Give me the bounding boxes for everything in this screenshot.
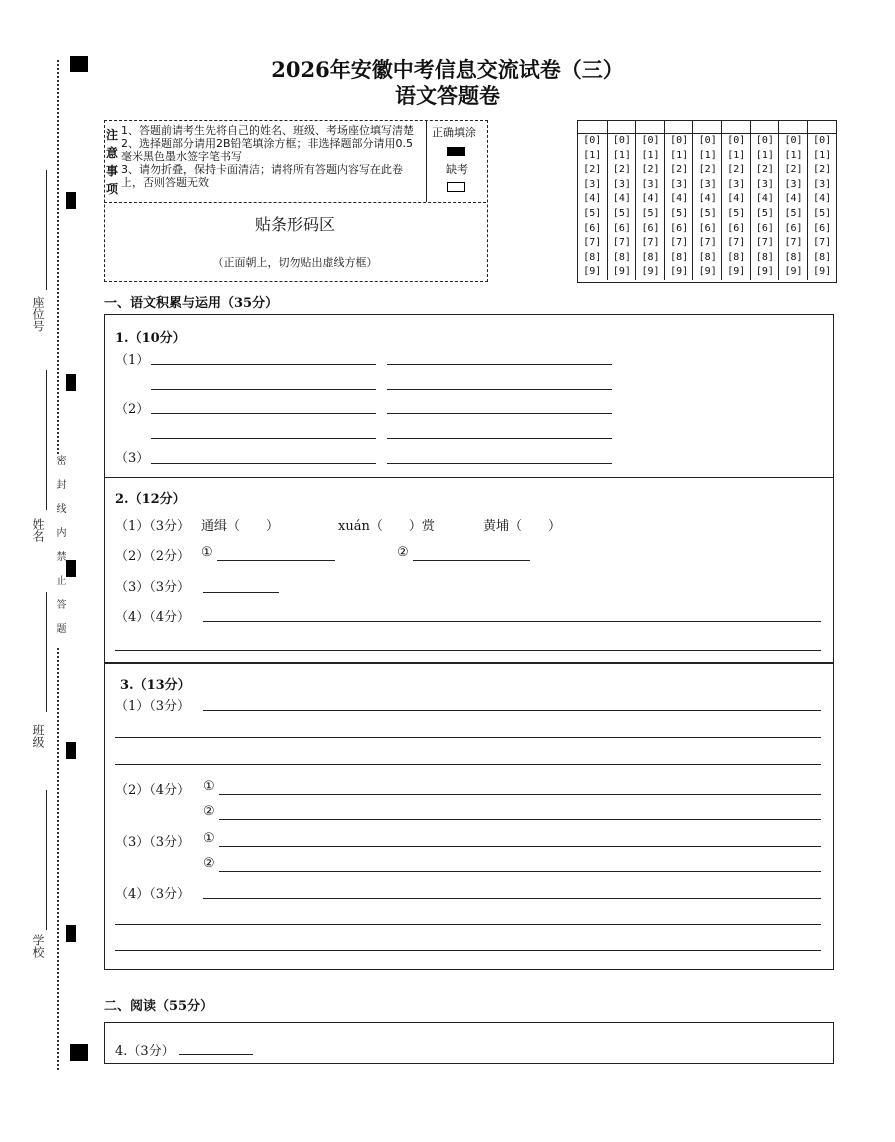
q3-p3-c1: ① <box>203 831 215 846</box>
absent-label: 缺考 <box>446 163 468 176</box>
id-digit-bubble[interactable]: [8] <box>612 251 631 263</box>
id-digit-bubble[interactable]: [3] <box>755 178 774 190</box>
id-digit-write-box[interactable] <box>693 121 722 134</box>
id-digit-bubble[interactable]: [2] <box>670 164 689 176</box>
id-digit-column <box>635 121 665 280</box>
id-digit-bubble[interactable]: [4] <box>698 193 717 205</box>
id-digit-bubble[interactable]: [5] <box>583 207 602 219</box>
id-digit-bubble[interactable]: [0] <box>755 135 774 146</box>
section1-title: 一、语文积累与运用（35分） <box>104 296 279 311</box>
answer-line[interactable] <box>413 560 530 561</box>
id-digit-bubble[interactable]: [0] <box>583 135 602 146</box>
name-line <box>46 370 47 510</box>
answer-line[interactable] <box>179 1054 253 1055</box>
id-digit-write-box[interactable] <box>779 121 808 134</box>
answer-line[interactable] <box>203 592 279 593</box>
id-digit-bubble[interactable]: [8] <box>813 251 832 263</box>
id-digit-bubble[interactable]: [6] <box>583 222 602 234</box>
id-digit-bubble[interactable]: [2] <box>784 164 803 176</box>
timing-mark <box>66 192 76 209</box>
answer-line[interactable] <box>387 438 612 439</box>
page-subtitle: 语文答题卷 <box>395 83 500 108</box>
answer-line[interactable] <box>219 846 821 847</box>
id-digit-bubble[interactable]: [7] <box>784 237 803 249</box>
notice-heading <box>106 126 120 198</box>
id-digit-bubble[interactable]: [2] <box>727 164 746 176</box>
q2-p2-label: （2）（2分） <box>115 549 191 564</box>
id-digit-bubble[interactable]: [4] <box>784 193 803 205</box>
id-digit-bubble[interactable]: [9] <box>612 266 631 278</box>
answer-line[interactable] <box>115 950 821 951</box>
q2-word2: xuán（ ）赏 <box>338 519 435 534</box>
id-digit-bubble[interactable]: [5] <box>813 207 832 219</box>
q4-label: 4.（3分） <box>115 1044 175 1059</box>
q1-part-label: （3） <box>115 451 150 466</box>
notice-heading-char: 项 <box>106 182 119 196</box>
page-title: 2026年安徽中考信息交流试卷（三） <box>271 57 624 82</box>
answer-line[interactable] <box>203 898 821 899</box>
q3-p2-label: （2）（4分） <box>115 783 191 798</box>
id-digit-write-box[interactable] <box>722 121 751 134</box>
id-digit-bubble[interactable]: [7] <box>755 237 774 249</box>
q2-p1-label: （1）（3分） <box>115 519 191 534</box>
id-digit-bubble[interactable]: [5] <box>612 207 631 219</box>
id-digit-bubble[interactable]: [2] <box>755 164 774 176</box>
class-label: 班级 <box>31 724 45 748</box>
id-digit-bubble[interactable]: [0] <box>813 135 832 146</box>
id-digit-bubble[interactable]: [6] <box>698 222 717 234</box>
id-digit-bubble[interactable]: [6] <box>784 222 803 234</box>
notice-text <box>121 124 421 189</box>
id-digit-column <box>692 121 722 280</box>
q2-box <box>104 477 834 663</box>
answer-line[interactable] <box>151 413 376 414</box>
id-digit-bubble[interactable]: [6] <box>727 222 746 234</box>
id-digit-bubble[interactable]: [7] <box>698 237 717 249</box>
id-digit-bubble[interactable]: [7] <box>583 237 602 249</box>
id-digit-write-box[interactable] <box>578 121 607 134</box>
id-digit-bubble[interactable]: [2] <box>583 164 602 176</box>
id-digit-bubble[interactable]: [8] <box>755 251 774 263</box>
notice-line: 1、答题前请考生先将自己的姓名、班级、考场座位填写清楚 <box>121 124 414 137</box>
q2-word3: 黄埔（ ） <box>483 519 562 534</box>
q2-p2-b: ② <box>397 545 409 560</box>
name-label: 姓名 <box>31 518 45 542</box>
id-digit-column <box>750 121 780 280</box>
id-digit-write-box[interactable] <box>608 121 637 134</box>
id-digit-bubble[interactable]: [9] <box>698 266 717 278</box>
id-digit-bubble[interactable]: [4] <box>641 193 660 205</box>
q2-p2-a: ① <box>201 545 213 560</box>
id-digit-column <box>778 121 808 280</box>
answer-line[interactable] <box>151 389 376 390</box>
id-digit-bubble[interactable]: [8] <box>641 251 660 263</box>
id-digit-write-box[interactable] <box>665 121 694 134</box>
timing-mark <box>66 374 76 391</box>
answer-line[interactable] <box>151 438 376 439</box>
id-digit-bubble[interactable]: [9] <box>583 266 602 278</box>
id-digit-bubble[interactable]: [7] <box>612 237 631 249</box>
notice-heading-char: 事 <box>106 164 119 178</box>
answer-line[interactable] <box>217 560 335 561</box>
answer-line[interactable] <box>387 463 612 464</box>
barcode-title: 贴条形码区 <box>254 215 335 234</box>
id-digit-bubble[interactable]: [3] <box>698 178 717 190</box>
answer-line[interactable] <box>203 710 821 711</box>
filled-box-icon <box>447 147 465 156</box>
q3-p2-c2: ② <box>203 804 215 819</box>
id-digit-bubble[interactable]: [3] <box>727 178 746 190</box>
q3-label: 3.（13分） <box>120 678 191 693</box>
id-digit-bubble[interactable]: [7] <box>813 237 832 249</box>
id-digit-bubble[interactable]: [7] <box>727 237 746 249</box>
seat-label: 座位号 <box>31 296 45 332</box>
q1-label: 1.（10分） <box>115 331 186 346</box>
answer-line[interactable] <box>151 364 376 365</box>
timing-mark <box>70 1044 88 1061</box>
id-digit-bubble[interactable]: [2] <box>813 164 832 176</box>
answer-line[interactable] <box>387 389 612 390</box>
id-digit-bubble[interactable]: [9] <box>784 266 803 278</box>
id-digit-bubble[interactable]: [5] <box>784 207 803 219</box>
id-digit-bubble[interactable]: [5] <box>641 207 660 219</box>
id-digit-bubble[interactable]: [1] <box>727 149 746 161</box>
school-label: 学校 <box>31 934 45 958</box>
id-digit-bubble[interactable]: [3] <box>670 178 689 190</box>
id-digit-bubble[interactable]: [3] <box>813 178 832 190</box>
id-digit-bubble[interactable]: [3] <box>583 178 602 190</box>
school-line <box>46 790 47 930</box>
q2-label: 2.（12分） <box>115 492 186 507</box>
id-digit-bubble[interactable]: [5] <box>727 207 746 219</box>
id-digit-bubble[interactable]: [8] <box>727 251 746 263</box>
q2-p4-label: （4）（4分） <box>115 610 191 625</box>
id-digit-bubble[interactable]: [6] <box>670 222 689 234</box>
id-digit-column <box>578 121 607 280</box>
id-digit-bubble[interactable]: [2] <box>612 164 631 176</box>
id-digit-bubble[interactable]: [6] <box>755 222 774 234</box>
id-digit-bubble[interactable]: [5] <box>755 207 774 219</box>
id-digit-bubble[interactable]: [3] <box>784 178 803 190</box>
notice-heading-char: 意 <box>106 146 119 160</box>
id-digit-bubble[interactable]: [1] <box>641 149 660 161</box>
id-digit-bubble[interactable]: [3] <box>612 178 631 190</box>
q2-word1: 通缉（ ） <box>201 519 280 534</box>
id-digit-bubble[interactable]: [8] <box>698 251 717 263</box>
answer-line[interactable] <box>151 463 376 464</box>
answer-line[interactable] <box>115 764 821 765</box>
id-digit-bubble[interactable]: [9] <box>670 266 689 278</box>
id-digit-column <box>607 121 637 280</box>
q1-part-label: （2） <box>115 402 150 417</box>
q4-box <box>104 1022 834 1064</box>
id-digit-bubble[interactable]: [2] <box>698 164 717 176</box>
timing-mark <box>66 560 76 577</box>
id-digit-bubble[interactable]: [8] <box>583 251 602 263</box>
fill-example-label: 正确填涂 <box>432 126 476 139</box>
answer-line[interactable] <box>115 924 821 925</box>
id-digit-bubble[interactable]: [4] <box>755 193 774 205</box>
seat-line <box>46 170 47 290</box>
id-digit-bubble[interactable]: [9] <box>641 266 660 278</box>
q1-box <box>104 314 834 478</box>
answer-line[interactable] <box>219 871 821 872</box>
section2-title: 二、阅读（55分） <box>104 999 214 1014</box>
barcode-note: （正面朝上，切勿贴出虚线方框） <box>212 256 378 269</box>
id-digit-bubble[interactable]: [5] <box>670 207 689 219</box>
id-digit-bubble[interactable]: [2] <box>641 164 660 176</box>
id-digit-write-box[interactable] <box>808 121 837 134</box>
q1-part-label: （1） <box>115 353 150 368</box>
id-digit-bubble[interactable]: [0] <box>784 135 803 146</box>
id-digit-bubble[interactable]: [9] <box>813 266 832 278</box>
id-digit-bubble[interactable]: [7] <box>641 237 660 249</box>
q2-p3-label: （3）（3分） <box>115 580 191 595</box>
timing-mark <box>66 742 76 759</box>
id-digit-bubble[interactable]: [1] <box>755 149 774 161</box>
class-line <box>46 592 47 712</box>
answer-line[interactable] <box>387 413 612 414</box>
answer-line[interactable] <box>115 650 821 651</box>
q3-p1-label: （1）（3分） <box>115 699 191 714</box>
notice-line: 2、选择题部分请用2B铅笔填涂方框；非选择题部分请用0.5毫米黑色墨水签字笔书写 <box>121 137 414 163</box>
id-digit-bubble[interactable]: [8] <box>670 251 689 263</box>
id-digit-bubble[interactable]: [0] <box>727 135 746 146</box>
id-digit-bubble[interactable]: [6] <box>813 222 832 234</box>
id-digit-bubble[interactable]: [0] <box>670 135 689 146</box>
id-digit-bubble[interactable]: [4] <box>727 193 746 205</box>
id-digit-bubble[interactable]: [1] <box>698 149 717 161</box>
id-digit-bubble[interactable]: [3] <box>641 178 660 190</box>
id-digit-bubble[interactable]: [0] <box>641 135 660 146</box>
q3-p3-label: （3）（3分） <box>115 835 191 850</box>
notice-heading-char: 注 <box>106 128 119 142</box>
notice-line: 3、请勿折叠，保持卡面清洁；请将所有答题内容写在此卷上，否则答题无效 <box>121 163 403 189</box>
answer-line[interactable] <box>387 364 612 365</box>
id-digit-bubble[interactable]: [8] <box>784 251 803 263</box>
id-digit-column <box>807 121 837 280</box>
id-digit-bubble[interactable]: [6] <box>641 222 660 234</box>
id-digit-bubble[interactable]: [0] <box>698 135 717 146</box>
id-digit-bubble[interactable]: [4] <box>612 193 631 205</box>
id-digit-bubble[interactable]: [7] <box>670 237 689 249</box>
id-digit-write-box[interactable] <box>636 121 665 134</box>
answer-line[interactable] <box>219 794 821 795</box>
id-digit-bubble[interactable]: [6] <box>612 222 631 234</box>
answer-line[interactable] <box>219 819 821 820</box>
id-digit-bubble[interactable]: [0] <box>612 135 631 146</box>
id-digit-bubble[interactable]: [4] <box>813 193 832 205</box>
id-digit-bubble[interactable]: [5] <box>698 207 717 219</box>
q3-p3-c2: ② <box>203 856 215 871</box>
id-digit-bubble[interactable]: [1] <box>583 149 602 161</box>
absent-checkbox[interactable] <box>447 182 465 192</box>
notice-bottom-divider <box>104 202 486 203</box>
id-digit-write-box[interactable] <box>751 121 780 134</box>
id-digit-bubble[interactable]: [9] <box>727 266 746 278</box>
notice-divider <box>426 120 427 202</box>
answer-line[interactable] <box>115 737 821 738</box>
id-digit-bubble[interactable]: [1] <box>813 149 832 161</box>
id-digit-column <box>664 121 694 280</box>
q3-p4-label: （4）（3分） <box>115 887 191 902</box>
id-digit-bubble[interactable]: [9] <box>755 266 774 278</box>
id-digit-bubble[interactable]: [1] <box>612 149 631 161</box>
seal-text: 密封线内禁止答题 <box>54 455 65 647</box>
id-digit-bubble[interactable]: [4] <box>583 193 602 205</box>
timing-mark <box>66 925 76 942</box>
id-digit-column <box>721 121 751 280</box>
id-digit-bubble[interactable]: [4] <box>670 193 689 205</box>
q3-p2-c1: ① <box>203 779 215 794</box>
id-digit-bubble[interactable]: [1] <box>784 149 803 161</box>
answer-line[interactable] <box>203 621 821 622</box>
id-digit-bubble[interactable]: [1] <box>670 149 689 161</box>
